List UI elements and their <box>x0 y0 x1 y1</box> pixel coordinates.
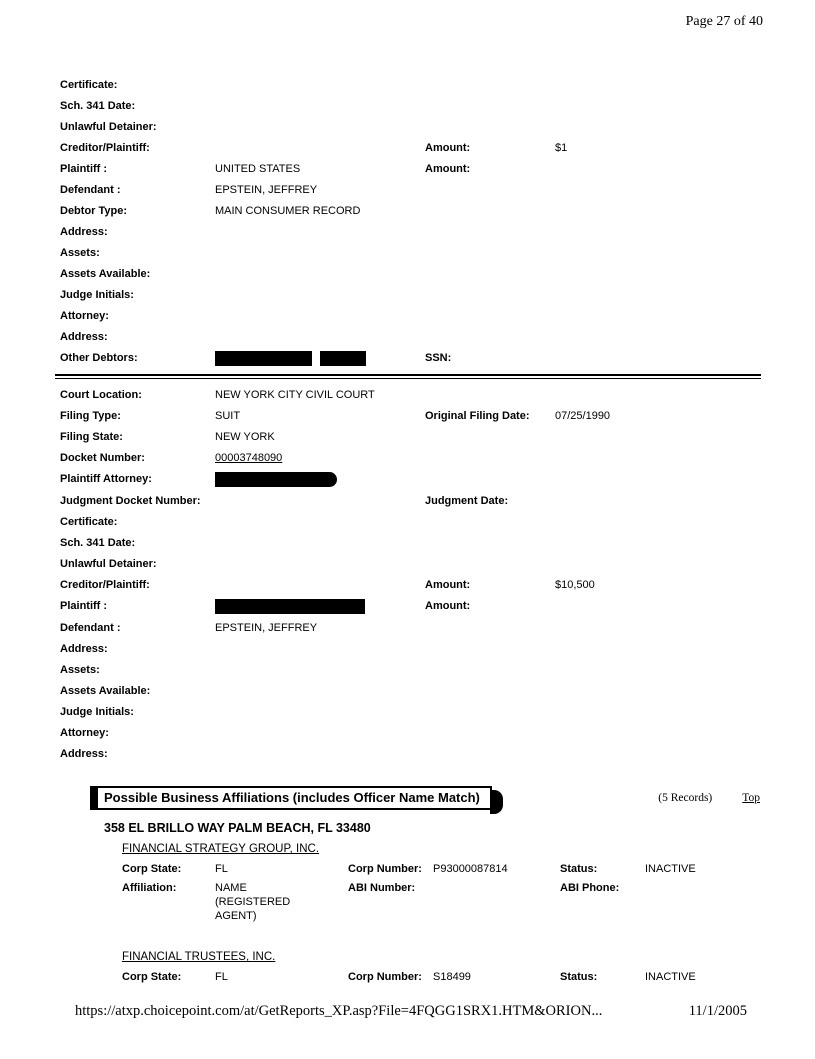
field-label: Court Location: <box>60 389 142 401</box>
field-label-right: SSN: <box>425 352 452 364</box>
address-group-heading: 358 EL BRILLO WAY PALM BEACH, FL 33480 <box>104 821 371 835</box>
field-row <box>60 99 765 113</box>
field-value: S18499 <box>433 971 471 983</box>
field-value: FL <box>215 971 228 983</box>
header-left-bar <box>90 786 98 810</box>
field-value-right: 07/25/1990 <box>555 410 611 422</box>
field-label: Filing State: <box>60 431 123 443</box>
redaction-box <box>320 351 366 366</box>
field-label: Judge Initials: <box>60 289 134 301</box>
field-label-right: Amount: <box>425 579 471 591</box>
field-label: Plaintiff : <box>60 600 108 612</box>
field-label: Corp State: <box>122 863 182 875</box>
business-affiliations-section <box>90 786 762 984</box>
field-label: Judgment Docket Number: <box>60 495 201 507</box>
field-row <box>60 472 765 487</box>
field-label: Address: <box>60 331 108 343</box>
record-separator <box>55 374 761 379</box>
field-row <box>60 409 765 423</box>
record-2 <box>60 388 765 768</box>
field-label: Sch. 341 Date: <box>60 100 136 112</box>
header-meta <box>658 792 762 804</box>
affiliations-header <box>90 786 762 810</box>
field-label: Assets Available: <box>60 685 151 697</box>
field-row <box>60 141 765 155</box>
redaction-box <box>215 351 312 366</box>
field-row <box>60 451 765 465</box>
field-row <box>60 330 765 344</box>
field-label: Creditor/Plaintiff: <box>60 579 150 591</box>
footer-date: 11/1/2005 <box>688 1003 747 1019</box>
field-label: Status: <box>560 863 598 875</box>
field-label: Debtor Type: <box>60 205 128 217</box>
field-value: MAIN CONSUMER RECORD <box>215 205 361 217</box>
top-link[interactable]: Top <box>742 792 760 804</box>
field-label-right: Judgment Date: <box>425 495 509 507</box>
company-block <box>122 945 762 984</box>
field-label: Attorney: <box>60 310 109 322</box>
field-label: Assets: <box>60 664 100 676</box>
field-label: Affiliation: <box>122 882 177 894</box>
field-value-right: $1 <box>555 142 568 154</box>
field-row <box>60 267 765 281</box>
field-value: FL <box>215 863 228 875</box>
field-row <box>60 204 765 218</box>
field-label: Certificate: <box>60 516 118 528</box>
company-name-link[interactable]: FINANCIAL STRATEGY GROUP, INC. <box>122 843 320 855</box>
field-row <box>60 515 765 529</box>
company-field-row <box>122 862 762 876</box>
field-value <box>215 599 425 614</box>
header-right-bar <box>490 790 503 814</box>
field-row <box>60 621 765 635</box>
field-row <box>60 747 765 761</box>
field-row <box>60 557 765 571</box>
field-row <box>60 536 765 550</box>
print-footer <box>75 1003 747 1020</box>
section-title: Possible Business Affiliations (includes Officer Name Match) <box>98 786 492 810</box>
field-value-right: $10,500 <box>555 579 595 591</box>
field-value: INACTIVE <box>645 971 696 983</box>
field-label: Certificate: <box>60 79 118 91</box>
redaction-box <box>215 599 365 614</box>
field-label: Corp Number: <box>348 971 422 983</box>
field-value: SUIT <box>215 410 241 422</box>
field-value <box>215 451 425 465</box>
company-field-row <box>122 970 762 984</box>
field-label: Assets: <box>60 247 100 259</box>
field-label-right: Amount: <box>425 600 471 612</box>
page-number: Page 27 of 40 <box>685 14 763 29</box>
field-label: ABI Number: <box>348 882 416 894</box>
field-label: Corp State: <box>122 971 182 983</box>
field-label: Judge Initials: <box>60 706 134 718</box>
field-row <box>60 309 765 323</box>
field-label: Unlawful Detainer: <box>60 121 157 133</box>
field-value: EPSTEIN, JEFFREY <box>215 622 318 634</box>
field-label: Address: <box>60 643 108 655</box>
company-block <box>122 837 762 923</box>
field-row <box>60 663 765 677</box>
field-value: P93000087814 <box>433 863 508 875</box>
field-label: Address: <box>60 748 108 760</box>
field-label: Address: <box>60 226 108 238</box>
field-label-right: Amount: <box>425 163 471 175</box>
field-row <box>60 642 765 656</box>
field-row <box>60 162 765 176</box>
field-label: Sch. 341 Date: <box>60 537 136 549</box>
field-label: Attorney: <box>60 727 109 739</box>
field-row <box>60 430 765 444</box>
field-row <box>60 494 765 508</box>
field-value: NEW YORK CITY CIVIL COURT <box>215 389 375 401</box>
field-row <box>60 246 765 260</box>
field-label: ABI Phone: <box>560 882 620 894</box>
field-label: Other Debtors: <box>60 352 138 364</box>
field-label: Defendant : <box>60 622 121 634</box>
field-value: UNITED STATES <box>215 163 301 175</box>
field-row <box>60 225 765 239</box>
field-row <box>60 183 765 197</box>
field-label: Plaintiff Attorney: <box>60 473 152 485</box>
field-label-right: Original Filing Date: <box>425 410 530 422</box>
record-1 <box>60 78 765 373</box>
field-row <box>60 599 765 614</box>
field-row <box>60 351 765 366</box>
field-label: Defendant : <box>60 184 121 196</box>
field-label: Status: <box>560 971 598 983</box>
field-row <box>60 288 765 302</box>
field-label-right: Amount: <box>425 142 471 154</box>
field-label: Docket Number: <box>60 452 145 464</box>
redaction-box <box>215 472 337 487</box>
field-row <box>60 726 765 740</box>
field-value: EPSTEIN, JEFFREY <box>215 184 318 196</box>
field-label: Filing Type: <box>60 410 121 422</box>
field-label: Corp Number: <box>348 863 422 875</box>
company-field-row <box>122 881 762 923</box>
field-label: Plaintiff : <box>60 163 108 175</box>
company-name-link[interactable]: FINANCIAL TRUSTEES, INC. <box>122 951 276 963</box>
field-row <box>60 705 765 719</box>
field-label: Unlawful Detainer: <box>60 558 157 570</box>
field-value: INACTIVE <box>645 863 696 875</box>
field-row <box>60 388 765 402</box>
field-value <box>215 472 425 487</box>
field-row <box>60 78 765 92</box>
field-value <box>215 351 425 366</box>
field-value: NEW YORK <box>215 431 275 443</box>
field-row <box>60 120 765 134</box>
field-row <box>60 684 765 698</box>
field-label: Assets Available: <box>60 268 151 280</box>
footer-url: https://atxp.choicepoint.com/at/GetReports_XP.asp?File=4FQGG1SRX1.HTM&ORION... <box>75 1003 603 1019</box>
field-label: Creditor/Plaintiff: <box>60 142 150 154</box>
docket-number-link[interactable]: 00003748090 <box>215 452 283 464</box>
spacer <box>90 923 762 945</box>
field-value: NAME (REGISTERED AGENT) <box>215 882 291 922</box>
record-count: (5 Records) <box>658 792 713 804</box>
field-row <box>60 578 765 592</box>
